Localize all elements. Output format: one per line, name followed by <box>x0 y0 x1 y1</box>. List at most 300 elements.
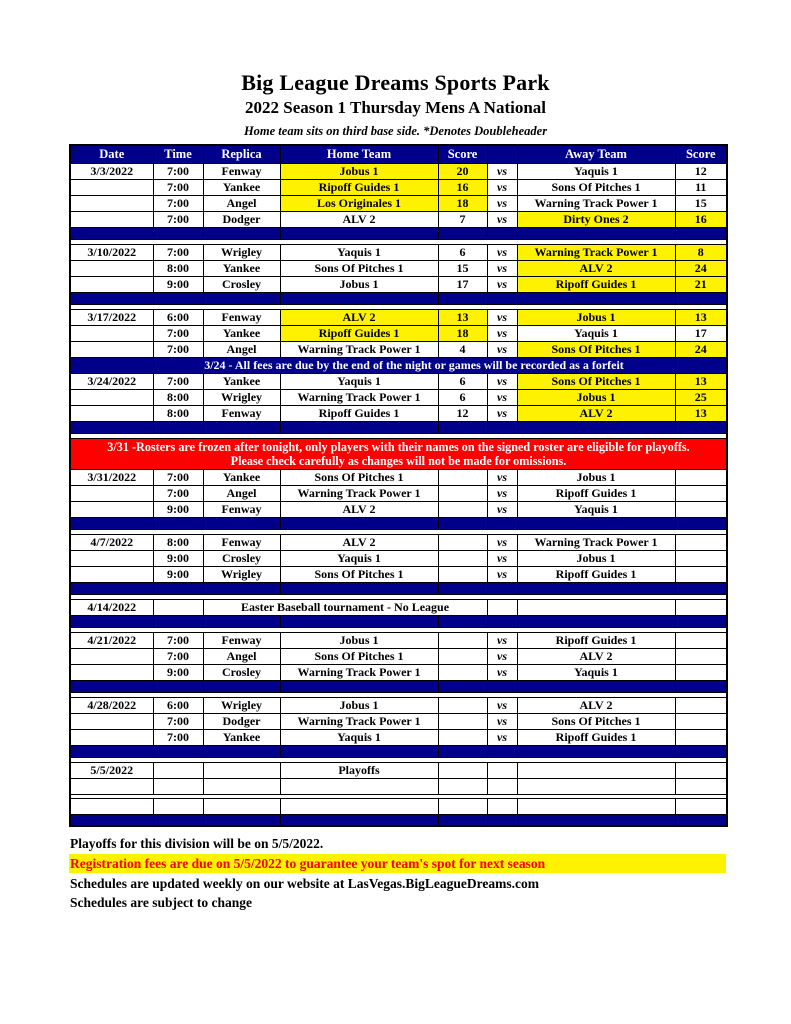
away-score-cell <box>675 632 727 648</box>
separator-cell <box>153 292 203 304</box>
page-tagline: Home team sits on third base side. *Denotes Doubleheader <box>243 124 548 138</box>
col-header-replica-2: Replica <box>203 145 280 163</box>
home-team-cell: Warning Track Power 1 <box>280 664 438 680</box>
away-team-cell: ALV 2 <box>517 405 675 421</box>
time-cell: 7:00 <box>153 648 203 664</box>
separator-cell <box>203 292 280 304</box>
away-team-cell: Jobus 1 <box>517 389 675 405</box>
table-head <box>70 145 727 163</box>
home-team-cell: Warning Track Power 1 <box>280 389 438 405</box>
home-score-cell <box>438 534 487 550</box>
separator-cell <box>675 227 727 239</box>
date-cell <box>70 357 153 373</box>
vs-cell <box>487 599 517 615</box>
home-team-cell: Warning Track Power 1 <box>280 485 438 501</box>
time-cell: 9:00 <box>153 566 203 582</box>
date-cell: 3/17/2022 <box>70 309 153 325</box>
replica-cell: Fenway <box>203 534 280 550</box>
time-cell <box>153 762 203 778</box>
away-team-cell: Yaquis 1 <box>517 163 675 179</box>
vs-label: vs <box>487 632 517 648</box>
page-title: Big League Dreams Sports Park <box>241 70 550 95</box>
separator-cell <box>280 582 438 594</box>
away-score-cell <box>675 762 727 778</box>
separator-cell <box>438 814 487 826</box>
vs-label: vs <box>487 195 517 211</box>
away-team-cell: Jobus 1 <box>517 469 675 485</box>
vs-label: vs <box>487 534 517 550</box>
separator-cell <box>280 680 438 692</box>
away-team-cell: Yaquis 1 <box>517 501 675 517</box>
time-cell: 7:00 <box>153 632 203 648</box>
separator-cell <box>438 517 487 529</box>
replica-cell: Angel <box>203 648 280 664</box>
away-team-cell <box>517 798 675 814</box>
replica-cell: Fenway <box>203 163 280 179</box>
date-cell <box>70 566 153 582</box>
separator-cell <box>70 680 153 692</box>
time-cell: 7:00 <box>153 179 203 195</box>
col-header-date-0: Date <box>70 145 153 163</box>
vs-label: vs <box>487 325 517 341</box>
away-team-cell <box>517 778 675 794</box>
time-cell: 9:00 <box>153 550 203 566</box>
col-header-home-team-3: Home Team <box>280 145 438 163</box>
home-score-cell: 17 <box>438 276 487 292</box>
home-score-cell <box>438 648 487 664</box>
home-score-cell: 13 <box>438 309 487 325</box>
separator-cell <box>438 680 487 692</box>
separator-cell <box>203 227 280 239</box>
away-team-cell: Jobus 1 <box>517 309 675 325</box>
date-cell: 4/21/2022 <box>70 632 153 648</box>
red-notice-cell <box>70 438 727 469</box>
game-row <box>70 341 727 357</box>
replica-cell: Fenway <box>203 632 280 648</box>
replica-cell: Angel <box>203 485 280 501</box>
replica-cell: Crosley <box>203 664 280 680</box>
home-team-cell: Yaquis 1 <box>280 729 438 745</box>
date-cell <box>70 389 153 405</box>
away-team-cell: Dirty Ones 2 <box>517 211 675 227</box>
home-team-cell: Warning Track Power 1 <box>280 713 438 729</box>
home-team-cell: Jobus 1 <box>280 697 438 713</box>
away-score-cell <box>675 664 727 680</box>
game-row <box>70 373 727 389</box>
home-score-cell: 20 <box>438 163 487 179</box>
home-team-cell: Ripoff Guides 1 <box>280 405 438 421</box>
date-cell <box>70 195 153 211</box>
replica-cell <box>203 778 280 794</box>
home-team-cell: Jobus 1 <box>280 163 438 179</box>
home-score-cell: 6 <box>438 389 487 405</box>
away-score-cell <box>675 485 727 501</box>
home-score-cell <box>438 762 487 778</box>
away-score-cell <box>675 729 727 745</box>
time-cell: 7:00 <box>153 713 203 729</box>
away-score-cell <box>675 648 727 664</box>
date-cell <box>70 485 153 501</box>
separator-cell <box>675 582 727 594</box>
game-row <box>70 276 727 292</box>
away-score-cell: 13 <box>675 309 727 325</box>
date-cell <box>70 798 153 814</box>
date-cell <box>70 211 153 227</box>
home-team-cell: Sons Of Pitches 1 <box>280 648 438 664</box>
notice-red-row <box>70 438 727 469</box>
separator-cell <box>675 517 727 529</box>
game-row <box>70 534 727 550</box>
date-cell <box>70 501 153 517</box>
replica-cell: Dodger <box>203 713 280 729</box>
replica-cell: Yankee <box>203 179 280 195</box>
home-score-cell <box>438 713 487 729</box>
away-score-cell: 15 <box>675 195 727 211</box>
separator-row <box>70 582 727 594</box>
separator-cell <box>517 292 675 304</box>
away-team-cell: Warning Track Power 1 <box>517 244 675 260</box>
game-row <box>70 211 727 227</box>
separator-cell <box>487 615 517 627</box>
separator-row <box>70 421 727 433</box>
away-score-cell: 24 <box>675 341 727 357</box>
replica-cell: Fenway <box>203 501 280 517</box>
vs-label: vs <box>487 648 517 664</box>
empty-row <box>70 798 727 814</box>
separator-cell <box>280 814 438 826</box>
vs-label: vs <box>487 729 517 745</box>
home-team-cell <box>280 798 438 814</box>
time-cell: 6:00 <box>153 309 203 325</box>
separator-cell <box>70 227 153 239</box>
separator-cell <box>203 745 280 757</box>
separator-cell <box>280 421 438 433</box>
away-team-cell: Sons Of Pitches 1 <box>517 373 675 389</box>
separator-cell <box>153 680 203 692</box>
separator-cell <box>438 615 487 627</box>
game-row <box>70 713 727 729</box>
date-cell: 5/5/2022 <box>70 762 153 778</box>
vs-label: vs <box>487 566 517 582</box>
date-cell <box>70 179 153 195</box>
separator-cell <box>153 814 203 826</box>
separator-cell <box>203 582 280 594</box>
col-header-score-7: Score <box>675 145 727 163</box>
footer-playoffs-note: Playoffs for this division will be on 5/5/2022. <box>70 836 324 851</box>
away-score-cell: 17 <box>675 325 727 341</box>
date-cell: 4/7/2022 <box>70 534 153 550</box>
date-cell: 4/14/2022 <box>70 599 153 615</box>
home-score-cell: 15 <box>438 260 487 276</box>
replica-cell: Crosley <box>203 276 280 292</box>
playoffs-row <box>70 762 727 778</box>
away-team-cell: Sons Of Pitches 1 <box>517 341 675 357</box>
game-row <box>70 485 727 501</box>
separator-row <box>70 814 727 826</box>
vs-cell <box>487 762 517 778</box>
date-cell <box>70 405 153 421</box>
schedule-table <box>69 144 728 827</box>
replica-cell: Dodger <box>203 211 280 227</box>
away-score-cell <box>675 469 727 485</box>
away-score-cell: 16 <box>675 211 727 227</box>
away-score-cell: 11 <box>675 179 727 195</box>
time-cell: 7:00 <box>153 729 203 745</box>
date-cell <box>70 729 153 745</box>
time-cell: 8:00 <box>153 534 203 550</box>
separator-cell <box>675 814 727 826</box>
game-row <box>70 163 727 179</box>
separator-row <box>70 615 727 627</box>
separator-cell <box>675 680 727 692</box>
separator-cell <box>517 814 675 826</box>
separator-cell <box>70 292 153 304</box>
home-team-cell: Yaquis 1 <box>280 550 438 566</box>
separator-cell <box>675 615 727 627</box>
home-score-cell: 6 <box>438 373 487 389</box>
home-team-cell: Sons Of Pitches 1 <box>280 260 438 276</box>
away-score-cell <box>675 550 727 566</box>
game-row <box>70 179 727 195</box>
away-team-cell: ALV 2 <box>517 648 675 664</box>
replica-cell: Wrigley <box>203 697 280 713</box>
date-cell <box>70 664 153 680</box>
vs-label: vs <box>487 501 517 517</box>
away-score-cell <box>675 798 727 814</box>
time-cell: 9:00 <box>153 276 203 292</box>
replica-cell: Angel <box>203 341 280 357</box>
replica-cell: Yankee <box>203 729 280 745</box>
vs-label: vs <box>487 179 517 195</box>
away-score-cell <box>675 778 727 794</box>
date-cell <box>70 341 153 357</box>
separator-cell <box>153 421 203 433</box>
away-team-cell: Jobus 1 <box>517 550 675 566</box>
game-row <box>70 566 727 582</box>
away-score-cell <box>675 713 727 729</box>
time-cell: 7:00 <box>153 195 203 211</box>
time-cell: 7:00 <box>153 244 203 260</box>
date-cell <box>70 778 153 794</box>
separator-cell <box>675 421 727 433</box>
playoffs-label: Playoffs <box>280 762 438 778</box>
separator-cell <box>203 814 280 826</box>
time-cell: 7:00 <box>153 325 203 341</box>
time-cell: 9:00 <box>153 664 203 680</box>
vs-label: vs <box>487 664 517 680</box>
home-score-cell <box>438 632 487 648</box>
home-score-cell <box>438 566 487 582</box>
time-cell: 8:00 <box>153 389 203 405</box>
separator-cell <box>517 582 675 594</box>
date-cell <box>70 276 153 292</box>
date-cell: 3/10/2022 <box>70 244 153 260</box>
home-team-cell: Yaquis 1 <box>280 373 438 389</box>
separator-cell <box>438 421 487 433</box>
date-cell <box>70 260 153 276</box>
home-score-cell: 12 <box>438 405 487 421</box>
home-team-cell: Los Originales 1 <box>280 195 438 211</box>
replica-cell: Yankee <box>203 325 280 341</box>
replica-cell <box>203 762 280 778</box>
away-team-cell: Warning Track Power 1 <box>517 534 675 550</box>
vs-label: vs <box>487 309 517 325</box>
away-team-cell: ALV 2 <box>517 697 675 713</box>
away-team-cell: Sons Of Pitches 1 <box>517 713 675 729</box>
away-team-cell <box>517 762 675 778</box>
game-row <box>70 469 727 485</box>
separator-cell <box>153 615 203 627</box>
event-row <box>70 599 727 615</box>
time-cell <box>153 778 203 794</box>
time-cell: 8:00 <box>153 260 203 276</box>
vs-label: vs <box>487 469 517 485</box>
replica-cell <box>203 798 280 814</box>
game-row <box>70 632 727 648</box>
home-team-cell: Sons Of Pitches 1 <box>280 566 438 582</box>
away-score-cell <box>675 566 727 582</box>
separator-cell <box>517 517 675 529</box>
away-score-cell: 12 <box>675 163 727 179</box>
footer-registration-note: Registration fees are due on 5/5/2022 to guarantee your team's spot for next season <box>69 854 726 873</box>
game-row <box>70 501 727 517</box>
separator-cell <box>487 227 517 239</box>
notice-navy-row <box>70 357 727 373</box>
separator-row <box>70 680 727 692</box>
separator-cell <box>675 292 727 304</box>
home-team-cell: Sons Of Pitches 1 <box>280 469 438 485</box>
separator-cell <box>517 680 675 692</box>
home-team-cell: Ripoff Guides 1 <box>280 179 438 195</box>
home-team-cell: ALV 2 <box>280 501 438 517</box>
footer-notes <box>69 834 726 912</box>
separator-row <box>70 292 727 304</box>
separator-cell <box>70 615 153 627</box>
col-header-vs <box>487 145 517 163</box>
separator-cell <box>203 680 280 692</box>
game-row <box>70 309 727 325</box>
separator-cell <box>517 421 675 433</box>
separator-cell <box>487 582 517 594</box>
game-row <box>70 405 727 421</box>
separator-cell <box>153 227 203 239</box>
game-row <box>70 550 727 566</box>
away-team-cell: Ripoff Guides 1 <box>517 276 675 292</box>
separator-cell <box>438 582 487 594</box>
home-team-cell: ALV 2 <box>280 309 438 325</box>
away-team-cell: Ripoff Guides 1 <box>517 566 675 582</box>
separator-cell <box>487 292 517 304</box>
home-score-cell: 18 <box>438 195 487 211</box>
vs-label: vs <box>487 211 517 227</box>
separator-cell <box>153 582 203 594</box>
separator-cell <box>153 517 203 529</box>
empty-row <box>70 778 727 794</box>
replica-cell: Yankee <box>203 260 280 276</box>
time-cell: 7:00 <box>153 341 203 357</box>
replica-cell: Yankee <box>203 373 280 389</box>
vs-label: vs <box>487 697 517 713</box>
away-team-cell: ALV 2 <box>517 260 675 276</box>
time-cell: 7:00 <box>153 373 203 389</box>
separator-cell <box>438 745 487 757</box>
vs-label: vs <box>487 341 517 357</box>
vs-label: vs <box>487 713 517 729</box>
replica-cell: Angel <box>203 195 280 211</box>
date-cell <box>70 325 153 341</box>
game-row <box>70 195 727 211</box>
game-row <box>70 648 727 664</box>
home-score-cell: 16 <box>438 179 487 195</box>
date-cell: 3/3/2022 <box>70 163 153 179</box>
home-team-cell: ALV 2 <box>280 534 438 550</box>
away-team-cell: Sons Of Pitches 1 <box>517 179 675 195</box>
home-team-cell <box>280 778 438 794</box>
col-header-score-4: Score <box>438 145 487 163</box>
navy-notice-label: 3/24 - All fees are due by the end of the night or games will be recorded as a forfeit <box>153 357 675 373</box>
separator-cell <box>203 517 280 529</box>
away-team-cell: Warning Track Power 1 <box>517 195 675 211</box>
separator-cell <box>280 227 438 239</box>
red-notice-line-2: Please check carefully as changes will not be made for omissions. <box>230 453 567 468</box>
replica-cell: Wrigley <box>203 389 280 405</box>
time-cell: 9:00 <box>153 501 203 517</box>
time-cell <box>153 798 203 814</box>
separator-cell <box>487 421 517 433</box>
home-score-cell: 7 <box>438 211 487 227</box>
separator-cell <box>487 517 517 529</box>
home-score-cell <box>438 778 487 794</box>
col-header-away-team-6: Away Team <box>517 145 675 163</box>
game-row <box>70 729 727 745</box>
date-cell <box>70 648 153 664</box>
time-cell: 6:00 <box>153 697 203 713</box>
vs-label: vs <box>487 550 517 566</box>
home-score-cell <box>438 664 487 680</box>
home-team-cell: Ripoff Guides 1 <box>280 325 438 341</box>
vs-label: vs <box>487 244 517 260</box>
away-team-cell: Ripoff Guides 1 <box>517 729 675 745</box>
time-cell: 7:00 <box>153 211 203 227</box>
separator-row <box>70 745 727 757</box>
game-row <box>70 664 727 680</box>
game-row <box>70 260 727 276</box>
page-subtitle: 2022 Season 1 Thursday Mens A National <box>244 98 547 117</box>
away-team-cell: Yaquis 1 <box>517 325 675 341</box>
vs-cell <box>487 798 517 814</box>
away-score-cell: 8 <box>675 244 727 260</box>
home-score-cell <box>438 501 487 517</box>
away-team-cell: Yaquis 1 <box>517 664 675 680</box>
red-notice-line-1: 3/31 -Rosters are frozen after tonight, only players with their names on the signed roster are eligible for playoffs. <box>107 439 690 454</box>
separator-cell <box>438 227 487 239</box>
vs-label: vs <box>487 260 517 276</box>
separator-cell <box>70 421 153 433</box>
replica-cell: Crosley <box>203 550 280 566</box>
footer-website-note: Schedules are updated weekly on our website at LasVegas.BigLeagueDreams.com <box>70 876 540 891</box>
separator-cell <box>203 615 280 627</box>
separator-cell <box>280 615 438 627</box>
separator-cell <box>675 745 727 757</box>
separator-cell <box>203 421 280 433</box>
vs-label: vs <box>487 405 517 421</box>
home-score-cell <box>438 469 487 485</box>
separator-row <box>70 227 727 239</box>
away-score-cell: 13 <box>675 373 727 389</box>
time-cell: 7:00 <box>153 485 203 501</box>
away-team-cell: Ripoff Guides 1 <box>517 485 675 501</box>
time-cell <box>153 599 203 615</box>
